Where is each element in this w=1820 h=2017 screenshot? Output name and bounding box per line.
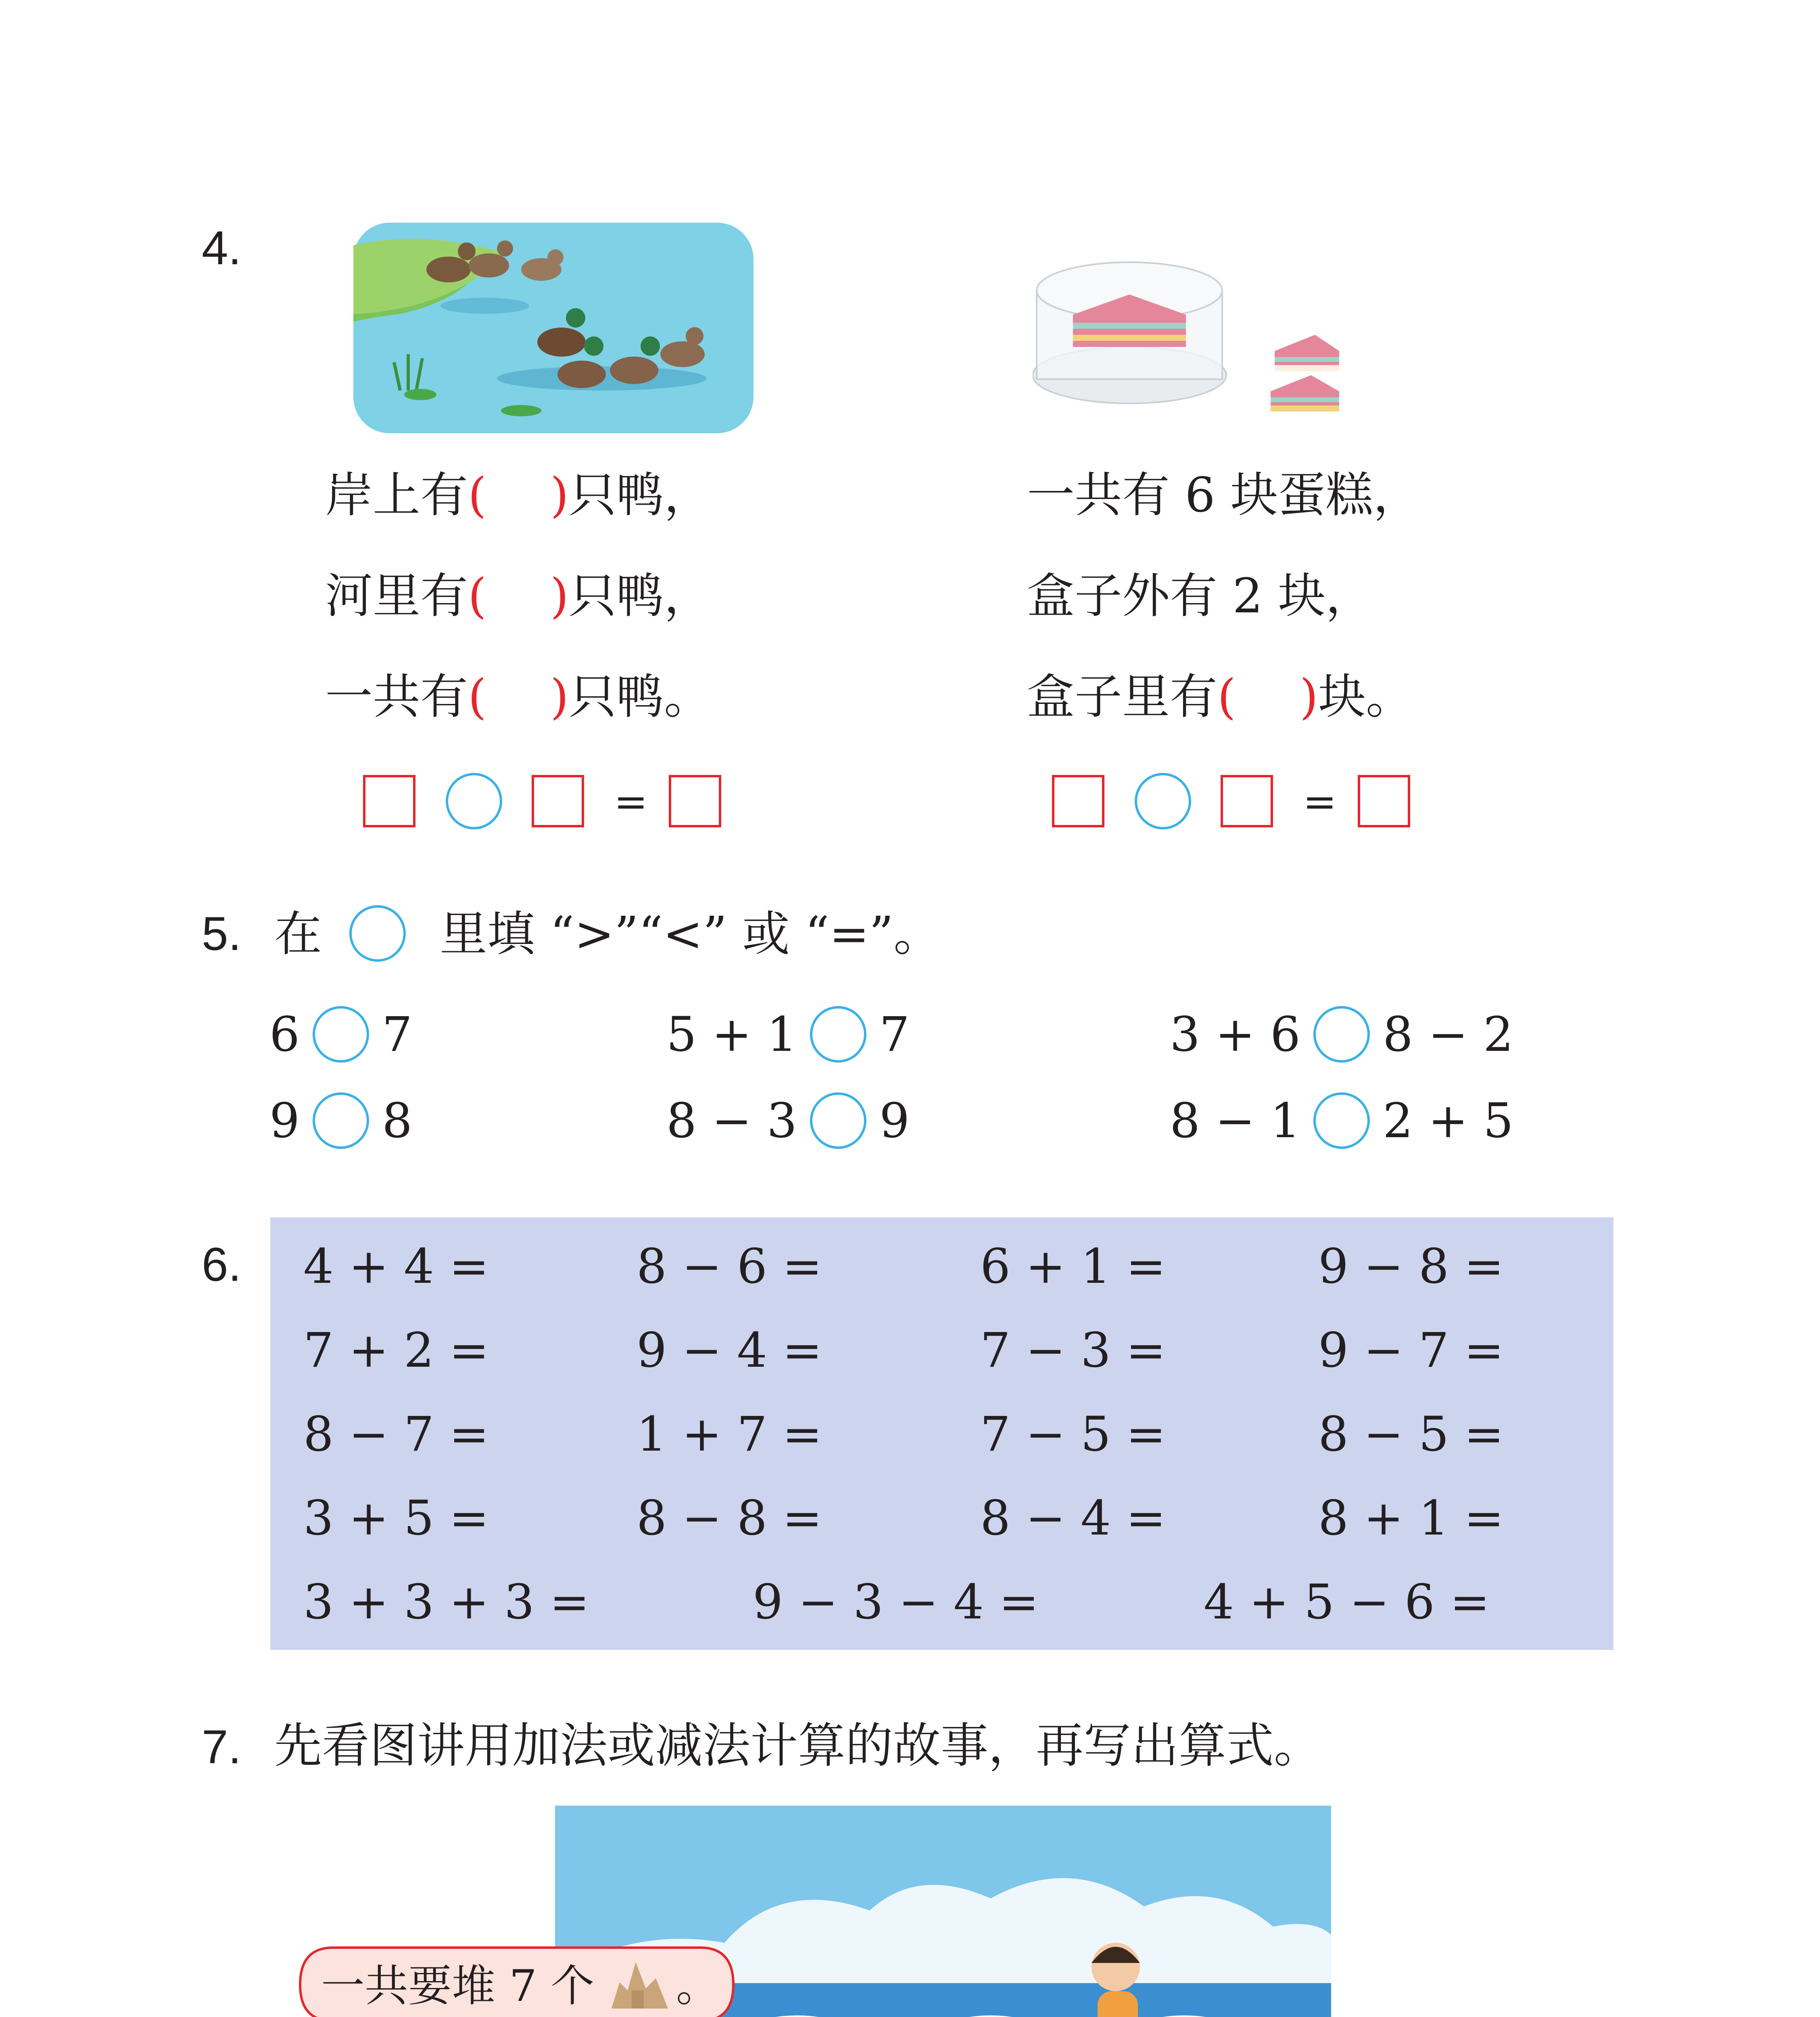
operator-circle[interactable] xyxy=(1135,773,1191,829)
paren-open: ( xyxy=(468,669,487,725)
equals-sign: = xyxy=(614,778,648,825)
arith-item: 7 + 2 = xyxy=(303,1322,489,1378)
compare-right: 7 xyxy=(382,1006,413,1062)
q7-number: 7. xyxy=(202,1721,242,1774)
arith-item: 4 + 4 = xyxy=(303,1238,489,1294)
cake-illustration xyxy=(1033,242,1432,436)
answer-paren[interactable] xyxy=(468,669,569,725)
q5-instruction-b: 里填 “>”“<” 或 “=”。 xyxy=(440,906,941,962)
arith-item: 8 − 6 = xyxy=(637,1238,822,1294)
q7-instruction: 先看图讲用加法或减法计算的故事，再写出算式。 xyxy=(274,1718,1322,1773)
q4-left-text xyxy=(325,467,712,774)
answer-box[interactable] xyxy=(669,775,721,827)
compare-right: 8 − 2 xyxy=(1383,1006,1514,1062)
arith-item: 8 − 4 = xyxy=(980,1490,1166,1546)
paren-open: ( xyxy=(468,467,487,523)
arith-item: 7 − 5 = xyxy=(980,1406,1166,1462)
line-text: 只鸭， xyxy=(569,568,712,624)
compare-item xyxy=(269,1006,412,1063)
compare-right: 8 xyxy=(382,1093,413,1148)
bubble-text-end: 。 xyxy=(676,1961,720,2011)
paren-open: ( xyxy=(1217,669,1236,725)
answer-paren[interactable] xyxy=(468,467,569,523)
arith-item: 3 + 3 + 3 = xyxy=(303,1574,590,1630)
line-text: 只鸭， xyxy=(569,467,712,523)
arith-item: 6 + 1 = xyxy=(980,1238,1166,1294)
line-text: 块。 xyxy=(1318,669,1414,725)
arith-item: 9 − 4 = xyxy=(637,1322,822,1378)
paren-close: ) xyxy=(550,467,569,523)
compare-item xyxy=(1170,1092,1513,1149)
compare-item xyxy=(666,1006,910,1063)
arith-item: 9 − 3 − 4 = xyxy=(753,1574,1039,1630)
compare-left: 9 xyxy=(269,1093,300,1148)
arith-item: 1 + 7 = xyxy=(637,1406,822,1462)
answer-box[interactable] xyxy=(363,775,415,827)
compare-right: 7 xyxy=(879,1006,910,1062)
compare-circle[interactable] xyxy=(313,1006,369,1063)
speech-bubble xyxy=(297,1944,737,2017)
paren-open: ( xyxy=(468,568,487,624)
answer-box[interactable] xyxy=(532,775,584,827)
q4-right-line-3 xyxy=(1027,669,1421,774)
paren-close: ) xyxy=(550,568,569,624)
compare-item xyxy=(1170,1006,1513,1063)
answer-box[interactable] xyxy=(1052,775,1104,827)
paren-close: ) xyxy=(550,669,569,725)
q4-right-equation xyxy=(1052,773,1415,829)
line-text: 岸上有 xyxy=(325,467,468,523)
q6-number: 6. xyxy=(202,1238,242,1291)
q4-left-line-2 xyxy=(325,568,712,673)
compare-circle[interactable] xyxy=(1313,1092,1370,1149)
compare-left: 3 + 6 xyxy=(1170,1006,1301,1062)
line-text: 只鸭。 xyxy=(569,669,712,725)
q4-left-equation xyxy=(363,773,726,829)
compare-circle[interactable] xyxy=(810,1006,866,1063)
compare-left: 5 + 1 xyxy=(666,1006,797,1062)
compare-right: 2 + 5 xyxy=(1383,1093,1514,1148)
q4-right-line-1: 一共有 6 块蛋糕， xyxy=(1027,467,1421,523)
arith-item: 7 − 3 = xyxy=(980,1322,1166,1378)
compare-circle[interactable] xyxy=(1313,1006,1370,1063)
sandcastle-icon xyxy=(607,1954,672,2011)
compare-left: 8 − 3 xyxy=(666,1093,797,1148)
ducks-illustration xyxy=(352,221,755,435)
line-text: 一共有 xyxy=(325,669,468,725)
line-text: 盒子里有 xyxy=(1027,669,1218,725)
arith-item: 8 − 8 = xyxy=(637,1490,822,1546)
answer-box[interactable] xyxy=(1221,775,1273,827)
q4-right-text xyxy=(1027,467,1421,774)
arith-item: 9 − 8 = xyxy=(1318,1238,1504,1294)
answer-box[interactable] xyxy=(1358,775,1410,827)
compare-left: 8 − 1 xyxy=(1170,1093,1301,1148)
equals-sign: = xyxy=(1303,778,1337,825)
q5-instruction-a: 在 xyxy=(274,906,322,962)
compare-left: 6 xyxy=(269,1006,300,1062)
compare-circle[interactable] xyxy=(313,1092,369,1149)
line-text: 河里有 xyxy=(325,568,468,624)
arith-item: 3 + 5 = xyxy=(303,1490,489,1546)
q4-right-line-2: 盒子外有 2 块， xyxy=(1027,568,1373,624)
example-circle xyxy=(349,905,406,962)
compare-right: 9 xyxy=(879,1093,910,1148)
arith-item: 8 − 5 = xyxy=(1318,1406,1504,1462)
compare-circle[interactable] xyxy=(810,1092,866,1149)
q4-left-line-3 xyxy=(325,669,712,774)
compare-item xyxy=(269,1092,412,1149)
compare-item xyxy=(666,1092,910,1149)
bubble-text: 一共要堆 7 个 xyxy=(321,1961,595,2011)
answer-paren[interactable] xyxy=(1217,669,1319,725)
answer-paren[interactable] xyxy=(468,568,569,624)
arith-item: 9 − 7 = xyxy=(1318,1322,1504,1378)
arithmetic-panel xyxy=(270,1217,1613,1650)
q4-number: 4. xyxy=(202,221,242,275)
paren-close: ) xyxy=(1299,669,1319,725)
q5-number: 5. xyxy=(202,907,242,960)
arith-item: 4 + 5 − 6 = xyxy=(1204,1574,1490,1630)
arith-item: 8 − 7 = xyxy=(303,1406,489,1462)
q4-left-line-1 xyxy=(325,467,712,572)
arith-item: 8 + 1 = xyxy=(1318,1490,1504,1546)
operator-circle[interactable] xyxy=(446,773,502,829)
